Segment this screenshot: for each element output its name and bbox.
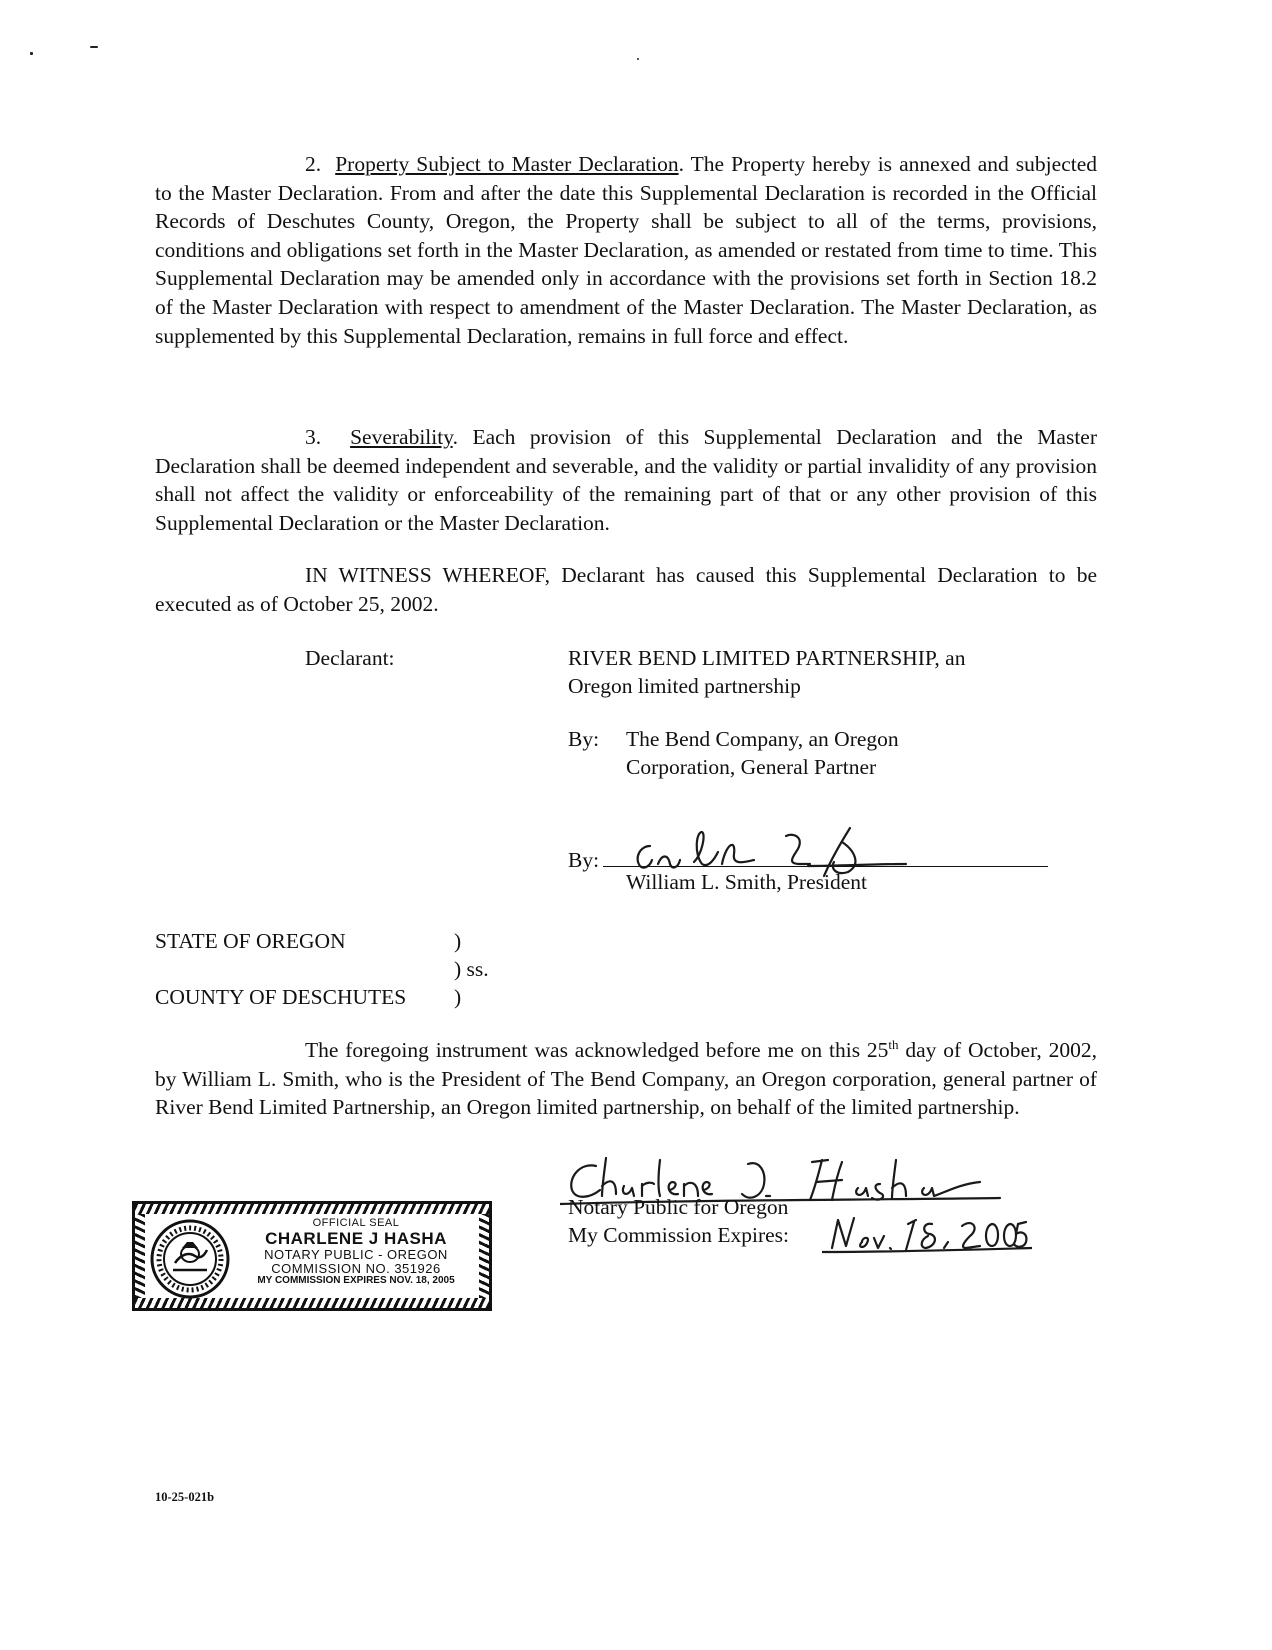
- partner-line2: Corporation, General Partner: [626, 755, 877, 779]
- seal-text-block: [237, 1218, 475, 1286]
- seal-line-2: CHARLENE J HASHA: [265, 1229, 447, 1248]
- section-2-paragraph: [155, 150, 1097, 350]
- notary-title: Notary Public for Oregon: [568, 1195, 789, 1219]
- seal-line-1: OFFICIAL SEAL: [312, 1217, 400, 1229]
- declarant-entity-line2: Oregon limited partnership: [568, 674, 801, 698]
- state-seal-icon: [149, 1218, 231, 1300]
- by2-label: By:: [568, 848, 600, 872]
- partner-line1: The Bend Company, an Oregon: [626, 727, 899, 751]
- acknowledgment-paragraph: [155, 1036, 1097, 1122]
- section-2-text: . The Property hereby is annexed and subjected to the Master Declaration. From and after the date this Supplemental Declaration is recorded in the Official Records of Deschutes County, Oregon, the Property shall be subject to all of the terms, provisions, conditions and obligations set forth in the Master Declaration, as amended or restated from time to time. This Supplemental Declaration may be amended only in accordance with the provisions set forth in Section 18.2 of the Master Declaration with respect to amendment of the Master Declaration. The Master Declaration, as supplemented by this Supplemental Declaration, remains in full force and effect.: [155, 152, 1097, 348]
- declarant-label: Declarant:: [305, 646, 395, 670]
- section-3-heading: Severability: [350, 425, 453, 449]
- seal-line-3: NOTARY PUBLIC - OREGON: [264, 1247, 448, 1262]
- section-3-text: . Each provision of this Supplemental Declaration and the Master Declaration shall be deemed independent and severable, and the validity or partial invalidity of any provision shall not affect the validity or enforceability of the remaining part of that or any other provision of this Supplemental Declaration or the Master Declaration.: [155, 425, 1097, 535]
- seal-border-top: [135, 1204, 489, 1214]
- footer-document-code: 10-25-021b: [155, 1490, 215, 1504]
- venue-paren-1: ): [454, 929, 462, 953]
- seal-border-left: [135, 1214, 145, 1298]
- commission-expires-label: My Commission Expires:: [568, 1223, 789, 1247]
- commission-expires-handwritten: [822, 1212, 1032, 1256]
- venue-county: COUNTY OF DESCHUTES: [155, 985, 407, 1009]
- section-3-number: 3.: [305, 425, 322, 449]
- notary-official-seal: [132, 1201, 492, 1311]
- declarant-entity-line1: RIVER BEND LIMITED PARTNERSHIP, an: [568, 646, 966, 670]
- acknowledgment-ordinal: th: [888, 1036, 899, 1052]
- acknowledgment-text-before: The foregoing instrument was acknowledged before me on this 25: [305, 1038, 889, 1062]
- seal-border-right: [479, 1214, 489, 1298]
- section-2-number: 2.: [305, 152, 322, 176]
- venue-state: STATE OF OREGON: [155, 929, 346, 953]
- seal-line-4: COMMISSION NO. 351926: [271, 1261, 441, 1276]
- witness-text: IN WITNESS WHEREOF, Declarant has caused this Supplemental Declaration to be executed as of October 25, 2002.: [155, 563, 1097, 616]
- venue-paren-3: ): [454, 985, 462, 1009]
- witness-paragraph: [155, 561, 1097, 618]
- signer-name: William L. Smith, President: [626, 870, 867, 894]
- seal-line-5: MY COMMISSION EXPIRES NOV. 18, 2005: [257, 1275, 455, 1286]
- acknowledgment-text-after: day of October, 2002, by William L. Smith, who is the President of The Bend Company, an Oregon corporation, general partner of River Bend Limited Partnership, an Oregon limited partnership, on behalf of the limited partnership.: [155, 1038, 1097, 1120]
- section-3-paragraph: [155, 423, 1097, 537]
- venue-ss: ) ss.: [454, 957, 489, 981]
- by-label: By:: [568, 727, 600, 751]
- section-2-heading: Property Subject to Master Declaration: [335, 152, 679, 176]
